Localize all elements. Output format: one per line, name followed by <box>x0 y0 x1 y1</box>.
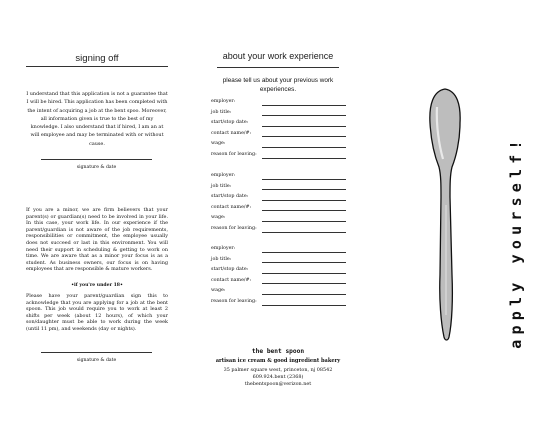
field-input-line[interactable] <box>262 210 346 211</box>
field-label: wage: <box>211 215 226 221</box>
minor-paragraph: If you are a minor, we are firm believers that your parent(s) or guardian(s) need to be involved in your life. In this case, your work life. In our experience if the parent/guardian is not aware of the job requirements, responsibilities or commitment, the employee usually does not succeed or last in this environment. You will need their support in scheduling & getting to work on time. We are aware that as a minor your focus is as a student. As business owners, our focus is on having employees that are responsible & mature workers. <box>26 207 168 273</box>
field-input-line[interactable] <box>262 189 346 190</box>
signing-off-title: signing off <box>75 53 119 64</box>
field-label: wage: <box>211 141 226 147</box>
field-label: start/stop date: <box>211 120 249 126</box>
under-18-heading: •if you're under 18• <box>71 283 123 288</box>
field-input-line[interactable] <box>262 252 346 253</box>
company-phone: 609.924.bent (2368) <box>252 374 304 380</box>
field-label: contact name/#: <box>211 277 252 283</box>
field-input-line[interactable] <box>262 115 346 116</box>
field-label: reason for leaving: <box>211 299 257 304</box>
field-input-line[interactable] <box>262 221 346 222</box>
field-label: wage: <box>211 288 226 294</box>
work-experience-intro: please tell us about your previous work experiences. <box>222 77 334 93</box>
under-18-paragraph: Please have your parent/guardian sign this to acknowledge that you are applying for a job at the bent spoon. This job would require you to work at least 2 shifts per week (about 12 hours), of which your son/daughter must be able to work during the week (until 11 pm), and weekends (day or nights). <box>26 293 168 332</box>
field-input-line[interactable] <box>262 179 346 180</box>
field-input-line[interactable] <box>262 262 346 263</box>
field-input-line[interactable] <box>262 147 346 148</box>
field-input-line[interactable] <box>262 294 346 295</box>
field-label: job title: <box>211 183 232 189</box>
company-name: the bent spoon <box>251 348 305 355</box>
field-input-line[interactable] <box>262 305 346 306</box>
field-label: start/stop date: <box>211 267 249 273</box>
field-label: contact name/#: <box>211 204 252 210</box>
work-experience-title: about your work experience <box>222 51 334 61</box>
field-input-line[interactable] <box>262 105 346 106</box>
field-input-line[interactable] <box>262 200 346 201</box>
spoon-illustration <box>427 85 463 345</box>
signature-label-2: signature & date <box>76 358 117 363</box>
company-tagline: artisan ice cream & good ingredient bakery <box>215 358 341 364</box>
field-label: employer: <box>211 173 236 178</box>
field-input-line[interactable] <box>262 232 346 233</box>
signing-off-title-underline <box>26 66 168 67</box>
signature-label-1: signature & date <box>76 165 117 170</box>
field-label: contact name/#: <box>211 130 252 136</box>
company-address: 35 palmer square west, princeton, nj 08542 <box>223 367 333 373</box>
field-label: reason for leaving: <box>211 152 257 157</box>
field-label: employer: <box>211 99 236 104</box>
work-experience-title-underline <box>217 67 339 68</box>
field-input-line[interactable] <box>262 136 346 137</box>
apply-yourself-text: apply yourself! <box>507 135 525 349</box>
field-input-line[interactable] <box>262 158 346 159</box>
company-email: thebentspoon@verizon.net <box>244 381 312 387</box>
signature-line-2 <box>41 352 152 353</box>
field-label: employer: <box>211 246 236 251</box>
field-label: job title: <box>211 109 232 115</box>
signature-line-1 <box>41 159 152 160</box>
statement-text: I understand that this application is not a guarantee that I will be hired. This application has been completed with the intent of acquiring a job at the bent spoo. Moreover, all information given is true to the best of my knowledge. I also understand that if hired, I am an at will employee and may be terminated with or without cause. <box>26 91 168 147</box>
field-input-line[interactable] <box>262 273 346 274</box>
field-input-line[interactable] <box>262 283 346 284</box>
field-label: start/stop date: <box>211 194 249 200</box>
field-label: reason for leaving: <box>211 226 257 231</box>
field-input-line[interactable] <box>262 126 346 127</box>
field-label: job title: <box>211 256 232 262</box>
